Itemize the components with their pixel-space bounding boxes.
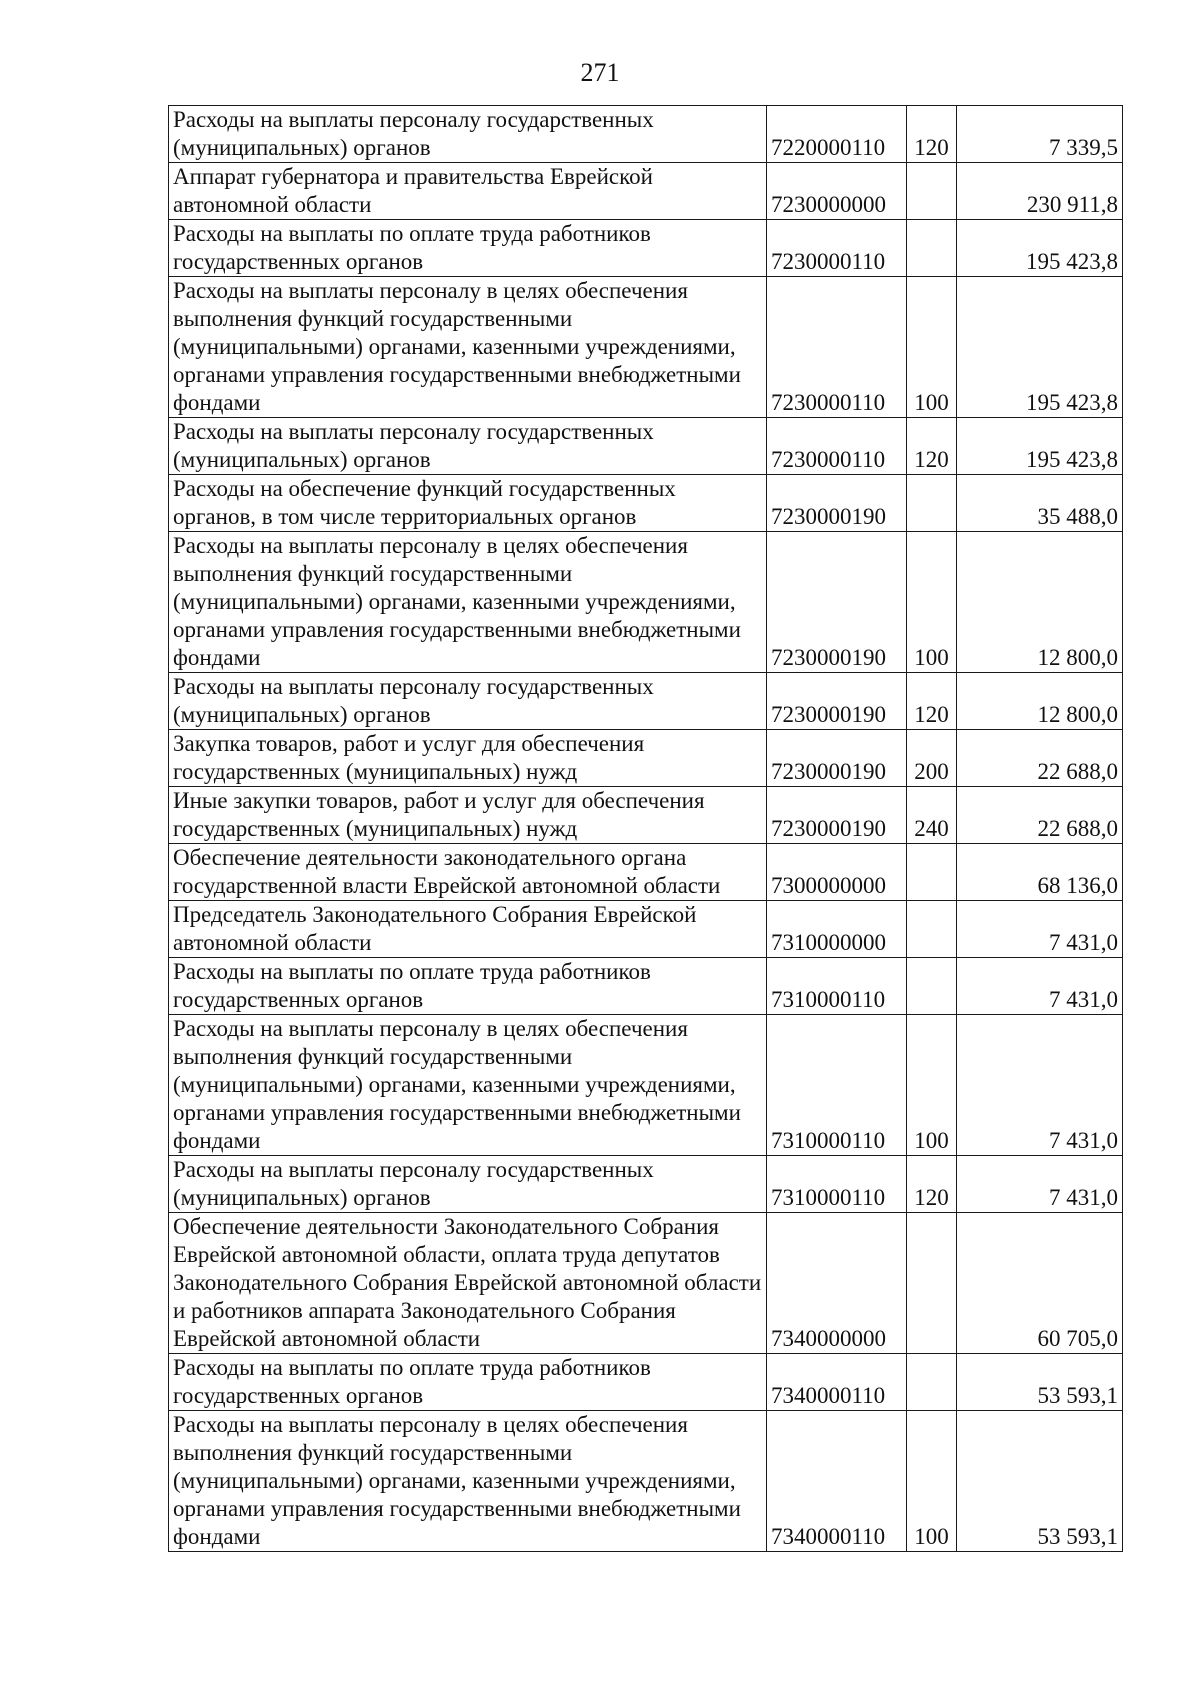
table-row (169, 532, 1123, 673)
row-amount: 68 136,0 (957, 844, 1123, 901)
table-row (169, 475, 1123, 532)
row-description: Обеспечение деятельности Законодательного Собрания Еврейской автономной области, оплата труда депутатов Законодательного Собрания Еврейской автономной области и работников аппарата Законодательного Собрания Еврейской автономной области (169, 1213, 767, 1354)
row-amount: 35 488,0 (957, 475, 1123, 532)
row-target-code: 7310000110 (767, 1156, 907, 1213)
row-target-code: 7300000000 (767, 844, 907, 901)
row-expense-type: 120 (907, 106, 957, 163)
table-row (169, 844, 1123, 901)
row-target-code: 7340000000 (767, 1213, 907, 1354)
row-target-code: 7230000190 (767, 730, 907, 787)
table-row (169, 1156, 1123, 1213)
row-expense-type: 120 (907, 673, 957, 730)
row-expense-type (907, 220, 957, 277)
row-amount: 195 423,8 (957, 418, 1123, 475)
row-expense-type: 100 (907, 1411, 957, 1552)
row-description: Расходы на выплаты персоналу государственных (муниципальных) органов (169, 1156, 767, 1213)
row-description: Расходы на выплаты персоналу в целях обеспечения выполнения функций государственными (муниципальными) органами, казенными учреждениями, органами управления государственными внебюджетными фондами (169, 1015, 767, 1156)
row-description: Расходы на выплаты по оплате труда работников государственных органов (169, 1354, 767, 1411)
row-amount: 22 688,0 (957, 730, 1123, 787)
table-row (169, 1213, 1123, 1354)
row-target-code: 7340000110 (767, 1354, 907, 1411)
row-expense-type (907, 163, 957, 220)
table-row (169, 901, 1123, 958)
row-description: Аппарат губернатора и правительства Еврейской автономной области (169, 163, 767, 220)
row-target-code: 7340000110 (767, 1411, 907, 1552)
table-row (169, 1015, 1123, 1156)
budget-table-body (169, 106, 1123, 1552)
row-amount: 7 431,0 (957, 901, 1123, 958)
row-expense-type: 120 (907, 418, 957, 475)
row-description: Иные закупки товаров, работ и услуг для обеспечения государственных (муниципальных) нужд (169, 787, 767, 844)
row-description: Расходы на выплаты персоналу государственных (муниципальных) органов (169, 106, 767, 163)
row-description: Председатель Законодательного Собрания Еврейской автономной области (169, 901, 767, 958)
row-target-code: 7310000000 (767, 901, 907, 958)
row-amount: 195 423,8 (957, 220, 1123, 277)
row-amount: 22 688,0 (957, 787, 1123, 844)
row-expense-type (907, 844, 957, 901)
row-target-code: 7310000110 (767, 1015, 907, 1156)
row-description: Расходы на выплаты персоналу в целях обеспечения выполнения функций государственными (муниципальными) органами, казенными учреждениями, органами управления государственными внебюджетными фондами (169, 277, 767, 418)
row-description: Расходы на выплаты персоналу в целях обеспечения выполнения функций государственными (муниципальными) органами, казенными учреждениями, органами управления государственными внебюджетными фондами (169, 532, 767, 673)
row-expense-type (907, 475, 957, 532)
row-expense-type: 120 (907, 1156, 957, 1213)
row-description: Расходы на выплаты персоналу государственных (муниципальных) органов (169, 673, 767, 730)
row-expense-type: 100 (907, 532, 957, 673)
row-description: Расходы на выплаты по оплате труда работников государственных органов (169, 958, 767, 1015)
row-amount: 195 423,8 (957, 277, 1123, 418)
row-expense-type (907, 1354, 957, 1411)
table-row (169, 958, 1123, 1015)
table-row (169, 673, 1123, 730)
row-amount: 7 431,0 (957, 1156, 1123, 1213)
table-row (169, 163, 1123, 220)
row-amount: 7 431,0 (957, 1015, 1123, 1156)
row-description: Обеспечение деятельности законодательного органа государственной власти Еврейской автономной области (169, 844, 767, 901)
row-amount: 7 339,5 (957, 106, 1123, 163)
row-expense-type: 200 (907, 730, 957, 787)
table-row (169, 1411, 1123, 1552)
budget-table (168, 105, 1123, 1552)
row-amount: 12 800,0 (957, 673, 1123, 730)
row-target-code: 7230000110 (767, 220, 907, 277)
row-amount: 230 911,8 (957, 163, 1123, 220)
row-amount: 53 593,1 (957, 1411, 1123, 1552)
row-target-code: 7230000190 (767, 673, 907, 730)
row-target-code: 7230000190 (767, 787, 907, 844)
page-number: 271 (580, 58, 620, 87)
row-description: Расходы на выплаты персоналу в целях обеспечения выполнения функций государственными (муниципальными) органами, казенными учреждениями, органами управления государственными внебюджетными фондами (169, 1411, 767, 1552)
row-expense-type: 100 (907, 1015, 957, 1156)
table-row (169, 106, 1123, 163)
row-target-code: 7230000110 (767, 277, 907, 418)
table-row (169, 418, 1123, 475)
row-target-code: 7230000190 (767, 532, 907, 673)
row-description: Закупка товаров, работ и услуг для обеспечения государственных (муниципальных) нужд (169, 730, 767, 787)
table-row (169, 277, 1123, 418)
table-row (169, 1354, 1123, 1411)
row-amount: 60 705,0 (957, 1213, 1123, 1354)
row-expense-type (907, 958, 957, 1015)
table-row (169, 730, 1123, 787)
table-row (169, 220, 1123, 277)
row-description: Расходы на выплаты персоналу государственных (муниципальных) органов (169, 418, 767, 475)
row-expense-type: 100 (907, 277, 957, 418)
row-description: Расходы на обеспечение функций государственных органов, в том числе территориальных органов (169, 475, 767, 532)
row-expense-type (907, 901, 957, 958)
row-expense-type (907, 1213, 957, 1354)
row-expense-type: 240 (907, 787, 957, 844)
row-amount: 7 431,0 (957, 958, 1123, 1015)
row-target-code: 7230000110 (767, 418, 907, 475)
row-target-code: 7230000190 (767, 475, 907, 532)
row-description: Расходы на выплаты по оплате труда работников государственных органов (169, 220, 767, 277)
row-amount: 53 593,1 (957, 1354, 1123, 1411)
row-target-code: 7230000000 (767, 163, 907, 220)
table-row (169, 787, 1123, 844)
row-amount: 12 800,0 (957, 532, 1123, 673)
row-target-code: 7220000110 (767, 106, 907, 163)
row-target-code: 7310000110 (767, 958, 907, 1015)
